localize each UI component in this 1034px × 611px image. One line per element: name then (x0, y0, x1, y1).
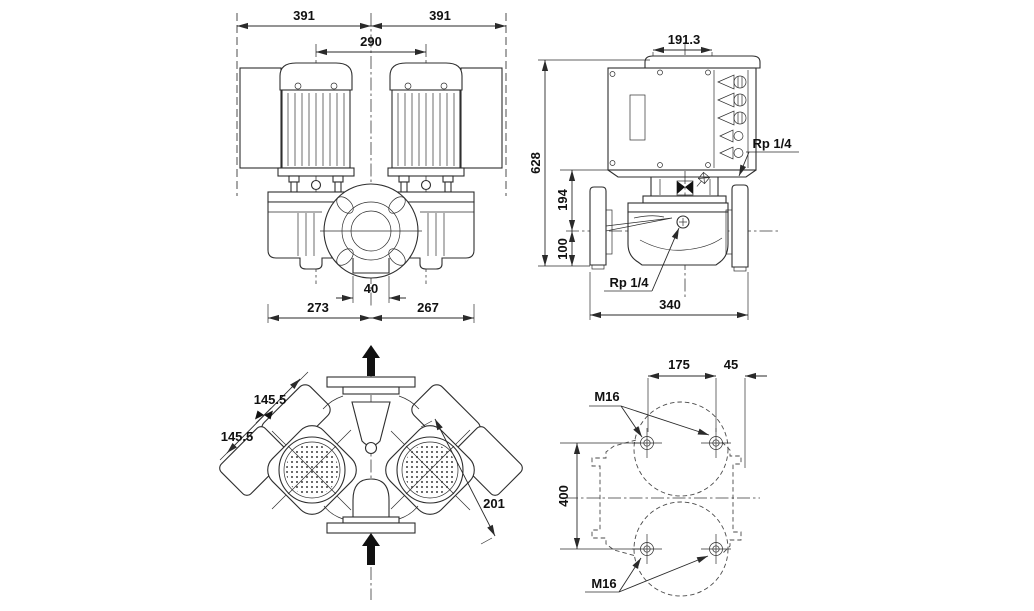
dim-edge-offset: 45 (723, 357, 739, 372)
top-view (217, 345, 525, 600)
fan-cover-right (379, 419, 481, 521)
footprint-outline (592, 402, 741, 596)
dim-hole-spacing-y: 400 (556, 485, 571, 507)
dim-port-gap: 40 (363, 281, 379, 296)
front-view (237, 8, 506, 323)
pump-housing-front (268, 184, 474, 278)
bolt-plan-view (556, 357, 767, 596)
side-view (528, 32, 799, 320)
flow-arrow-bottom (362, 533, 380, 565)
dim-flange-to-axis: 194 (555, 189, 570, 211)
dim-overall-left: 391 (293, 8, 315, 23)
motor-left (240, 63, 354, 192)
dim-hole-spacing-x: 175 (668, 357, 690, 372)
thread-label-bottom: M16 (591, 576, 617, 591)
plug-label-mid: Rp 1/4 (609, 275, 649, 290)
control-box (608, 56, 760, 177)
plug-label-top: Rp 1/4 (752, 136, 792, 151)
dim-head-width: 201 (483, 496, 505, 511)
dim-shaft-spacing: 290 (360, 34, 382, 49)
dim-base-left: 273 (307, 300, 329, 315)
dim-base-right: 267 (417, 300, 439, 315)
dim-diag-a: 145.5 (253, 392, 287, 407)
dim-box-depth: 191.3 (667, 32, 701, 47)
dim-diag-b: 145.5 (220, 429, 254, 444)
thread-label-top: M16 (594, 389, 620, 404)
dim-port-length: 340 (659, 297, 681, 312)
dim-overall-right: 391 (429, 8, 451, 23)
dim-axis-to-base: 100 (555, 238, 570, 260)
anchor-bolts (632, 428, 731, 564)
flow-arrow-top (362, 345, 380, 376)
dim-total-height: 628 (528, 152, 543, 174)
motor-right (388, 63, 502, 192)
